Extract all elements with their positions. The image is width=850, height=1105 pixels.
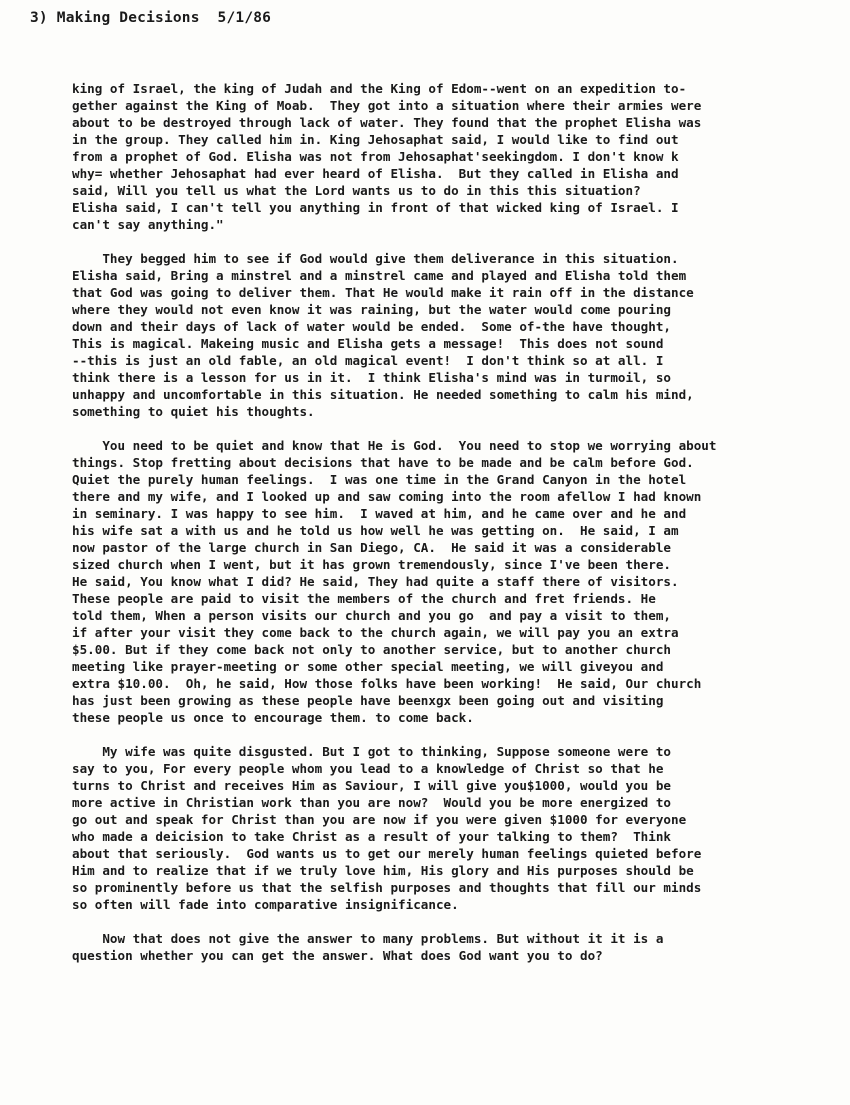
text-line: down and their days of lack of water would be ended. Some of-the have thought, (72, 319, 671, 334)
paragraph-3 (72, 437, 792, 726)
text-line: He said, You know what I did? He said, They had quite a staff there of visitors. (72, 574, 679, 589)
paragraph-4 (72, 743, 792, 913)
text-line: these people us once to encourage them. to come back. (72, 710, 474, 725)
text-line: sized church when I went, but it has grown tremendously, since I've been there. (72, 557, 671, 572)
text-line: about that seriously. God wants us to get our merely human feelings quieted before (72, 846, 702, 861)
text-line: told them, When a person visits our church and you go and pay a visit to them, (72, 608, 671, 623)
text-line: king of Israel, the king of Judah and the King of Edom--went on an expedition to- (72, 81, 687, 96)
text-line: Elisha said, Bring a minstrel and a minstrel came and played and Elisha told them (72, 268, 687, 283)
text-line: there and my wife, and I looked up and saw coming into the room afellow I had known (72, 489, 702, 504)
text-line: $5.00. But if they come back not only to another service, but to another church (72, 642, 671, 657)
text-line: where they would not even know it was raining, but the water would come pouring (72, 302, 671, 317)
paragraph-2 (72, 250, 792, 420)
text-line: Him and to realize that if we truly love him, His glory and His purposes should be (72, 863, 694, 878)
text-line: if after your visit they come back to the church again, we will pay you an extra (72, 625, 679, 640)
text-line: go out and speak for Christ than you are now if you were given $1000 for everyone (72, 812, 687, 827)
text-line: in the group. They called him in. King Jehosaphat said, I would like to find out (72, 132, 679, 147)
text-line: They begged him to see if God would give them deliverance in this situation. (72, 251, 679, 266)
document-header: 3) Making Decisions 5/1/86 (30, 10, 272, 26)
text-line: extra $10.00. Oh, he said, How those folks have been working! He said, Our church (72, 676, 702, 691)
text-line: things. Stop fretting about decisions that have to be made and be calm before God. (72, 455, 694, 470)
text-line: Elisha said, I can't tell you anything in front of that wicked king of Israel. I (72, 200, 679, 215)
text-line: say to you, For every people whom you lead to a knowledge of Christ so that he (72, 761, 664, 776)
text-line: so often will fade into comparative insignificance. (72, 897, 459, 912)
text-line: My wife was quite disgusted. But I got to thinking, Suppose someone were to (72, 744, 671, 759)
text-line: that God was going to deliver them. That He would make it rain off in the distance (72, 285, 694, 300)
paragraph-5 (72, 930, 792, 964)
text-line: turns to Christ and receives Him as Saviour, I will give you$1000, would you be (72, 778, 671, 793)
text-line: why= whether Jehosaphat had ever heard of Elisha. But they called in Elisha and (72, 166, 679, 181)
text-line: meeting like prayer-meeting or some other special meeting, we will giveyou and (72, 659, 664, 674)
text-line: These people are paid to visit the members of the church and fret friends. He (72, 591, 656, 606)
text-line: who made a deicision to take Christ as a result of your talking to them? Think (72, 829, 671, 844)
text-line: his wife sat a with us and he told us how well he was getting on. He said, I am (72, 523, 679, 538)
text-line: can't say anything." (72, 217, 224, 232)
text-line: something to quiet his thoughts. (72, 404, 315, 419)
text-line: gether against the King of Moab. They got into a situation where their armies were (72, 98, 702, 113)
text-line: think there is a lesson for us in it. I think Elisha's mind was in turmoil, so (72, 370, 671, 385)
text-line: Quiet the purely human feelings. I was one time in the Grand Canyon in the hotel (72, 472, 687, 487)
paragraph-1 (72, 80, 792, 233)
text-line: You need to be quiet and know that He is God. You need to stop we worrying about (72, 438, 717, 453)
text-line: more active in Christian work than you are now? Would you be more energized to (72, 795, 671, 810)
document-body (72, 80, 792, 981)
text-line: from a prophet of God. Elisha was not from Jehosaphat'seekingdom. I don't know k (72, 149, 679, 164)
text-line: This is magical. Makeing music and Elisha gets a message! This does not sound (72, 336, 664, 351)
text-line: question whether you can get the answer. What does God want you to do? (72, 948, 603, 963)
text-line: now pastor of the large church in San Diego, CA. He said it was a considerable (72, 540, 671, 555)
text-line: --this is just an old fable, an old magical event! I don't think so at all. I (72, 353, 664, 368)
text-line: about to be destroyed through lack of water. They found that the prophet Elisha was (72, 115, 702, 130)
text-line: so prominently before us that the selfish purposes and thoughts that fill our minds (72, 880, 702, 895)
text-line: unhappy and uncomfortable in this situation. He needed something to calm his mind, (72, 387, 694, 402)
text-line: in seminary. I was happy to see him. I waved at him, and he came over and he and (72, 506, 687, 521)
text-line: has just been growing as these people have beenxgx been going out and visiting (72, 693, 664, 708)
text-line: Now that does not give the answer to many problems. But without it it is a (72, 931, 664, 946)
text-line: said, Will you tell us what the Lord wants us to do in this this situation? (72, 183, 641, 198)
